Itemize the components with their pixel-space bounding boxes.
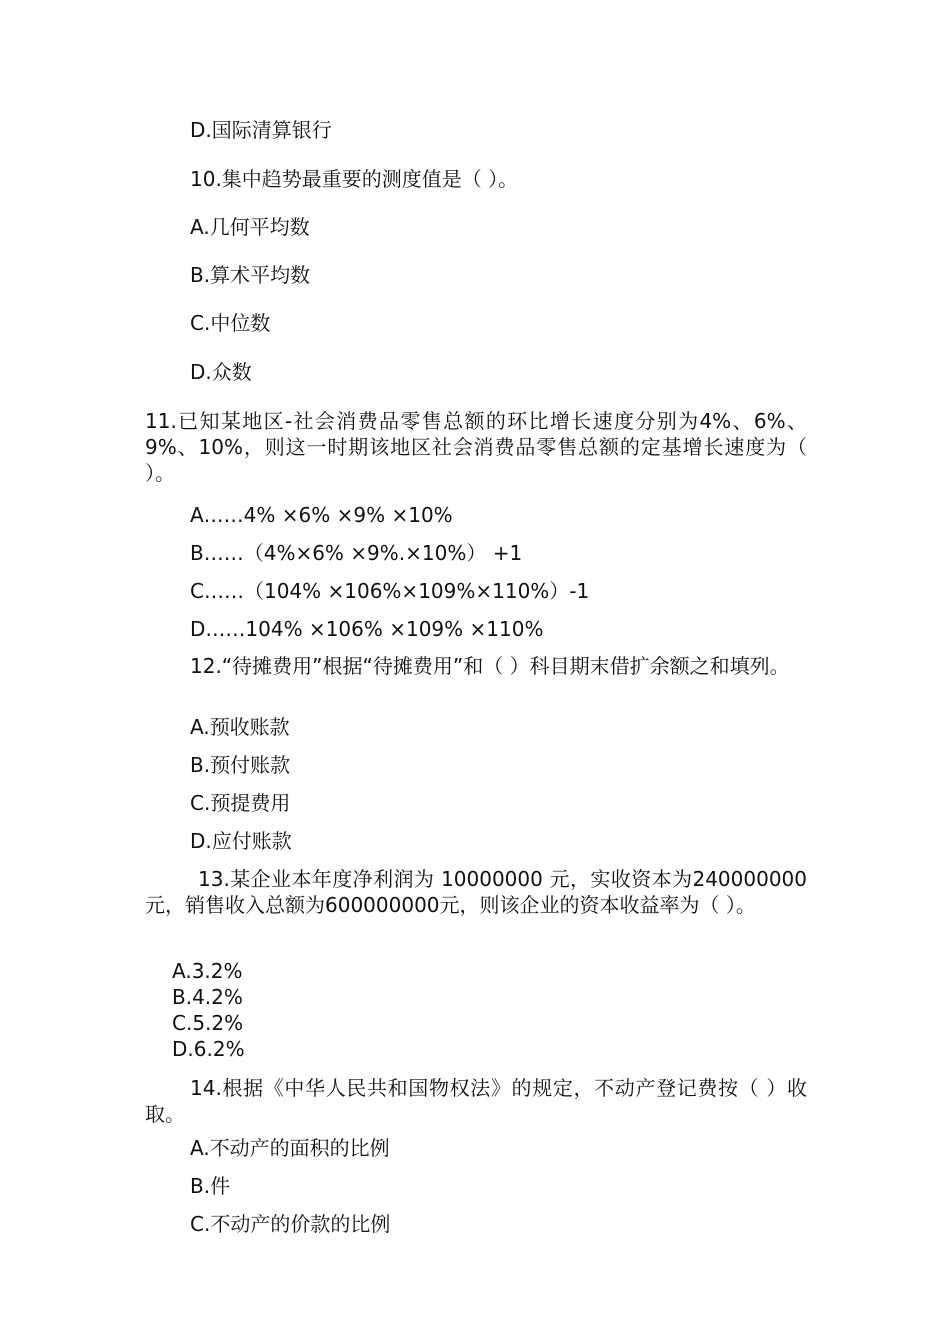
q12-option-c: C.预提费用 <box>190 791 291 815</box>
q14-option-c: C.不动产的价款的比例 <box>190 1212 391 1236</box>
q12-option-b: B.预付账款 <box>190 753 291 777</box>
q9-option-d: D.国际清算银行 <box>190 118 332 142</box>
q13-question: 13.某企业本年度净利润为 10000000 元，实收资本为240000000元，销售收入总额为600000000元，则该企业的资本收益率为（ ）。 <box>145 867 807 917</box>
q12-option-d: D.应付账款 <box>190 829 292 853</box>
q12-option-a: A.预收账款 <box>190 715 290 739</box>
q10-option-b: B.算术平均数 <box>190 263 311 287</box>
q10-option-d: D.众数 <box>190 360 252 384</box>
q10-question: 10.集中趋势最重要的测度值是（ ）。 <box>190 167 519 191</box>
q11-option-d: D……104% ×106% ×109% ×110% <box>190 617 544 641</box>
q11-question: 11.已知某地区-社会消费品零售总额的环比增长速度分别为4%、6%、9%、10%，则这一时期该地区社会消费品零售总额的定基增长速度为（ ）。 <box>145 409 807 485</box>
q11-option-b: B……（4%×6% ×9%.×10%） +1 <box>190 541 523 565</box>
q11-option-c: C……（104% ×106%×109%×110%）-1 <box>190 579 590 603</box>
q13-option-d: D.6.2% <box>172 1037 245 1061</box>
q14-question: 14.根据《中华人民共和国物权法》的规定，不动产登记费按（ ）收取。 <box>145 1076 807 1126</box>
q10-option-c: C.中位数 <box>190 311 271 335</box>
q12-question: 12.“待摊费用”根据“待摊费用”和（ ）科目期末借扩余额之和填列。 <box>190 654 790 678</box>
q14-option-b: B.件 <box>190 1174 231 1198</box>
q14-option-a: A.不动产的面积的比例 <box>190 1136 390 1160</box>
q13-option-c: C.5.2% <box>172 1011 244 1035</box>
q11-option-a: A……4% ×6% ×9% ×10% <box>190 503 453 527</box>
q10-option-a: A.几何平均数 <box>190 215 310 239</box>
q13-option-a: A.3.2% <box>172 959 243 983</box>
q13-option-b: B.4.2% <box>172 985 243 1009</box>
